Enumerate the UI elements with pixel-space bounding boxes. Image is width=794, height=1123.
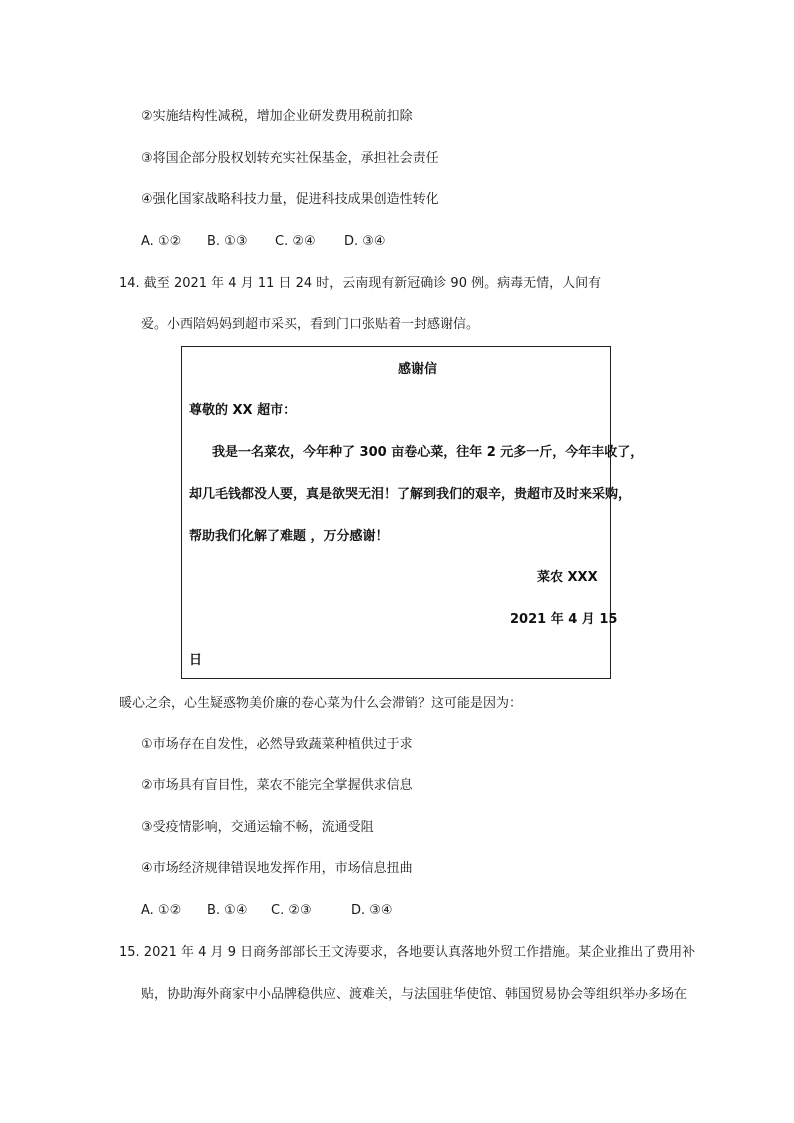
q13-option-c: C. ②④: [275, 234, 316, 249]
q14-option-a: A. ①②: [141, 903, 182, 918]
q14-stem-line-2: 爱。小西陪妈妈到超市采买，看到门口张贴着一封感谢信。: [141, 317, 480, 332]
q14-item-3: ③受疫情影响，交通运输不畅，流通受阻: [141, 820, 374, 835]
q14-option-d: D. ③④: [351, 903, 393, 918]
q14-item-2: ②市场具有盲目性，菜农不能完全掌握供求信息: [141, 778, 413, 793]
letter-body-line-3: 帮助我们化解了难题 ，万分感谢！: [189, 529, 389, 544]
thank-you-letter: [181, 346, 644, 679]
q13-option-d: D. ③④: [344, 234, 386, 249]
q13-item-3: ③将国企部分股权划转充实社保基金，承担社会责任: [141, 151, 439, 166]
letter-salutation: 尊敬的 XX 超市：: [189, 403, 297, 418]
q15-stem-line-2: 贴，协助海外商家中小品牌稳供应、渡难关，与法国驻华使馆、韩国贸易协会等组织举办多场在: [141, 987, 688, 1002]
q15-stem-line-1: 15. 2021 年 4 月 9 日商务部部长王文涛要求，各地要认真落地外贸工作措施。某企业推出了费用补: [119, 945, 696, 960]
letter-signature: 菜农 XXX: [537, 570, 598, 585]
q13-option-a: A. ①②: [141, 234, 182, 249]
letter-body-line-2: 却几毛钱都没人要，真是欲哭无泪！了解到我们的艰辛，贵超市及时来采购，: [189, 487, 632, 502]
letter-date-line-2: 日: [189, 653, 203, 668]
q14-question: 暖心之余，心生疑惑物美价廉的卷心菜为什么会滞销？这可能是因为：: [119, 696, 523, 711]
q14-item-1: ①市场存在自发性，必然导致蔬菜种植供过于求: [141, 737, 413, 752]
q14-option-b: B. ①④: [207, 903, 248, 918]
q13-item-2: ②实施结构性减税，增加企业研发费用税前扣除: [141, 109, 413, 124]
letter-body-line-1: 我是一名菜农，今年种了 300 亩卷心菜，往年 2 元多一斤，今年丰收了，: [212, 445, 644, 460]
q13-item-4: ④强化国家战略科技力量，促进科技成果创造性转化: [141, 192, 439, 207]
q13-option-b: B. ①③: [207, 234, 248, 249]
letter-date-line-1: 2021 年 4 月 15: [510, 612, 618, 627]
q14-item-4: ④市场经济规律错误地发挥作用，市场信息扭曲: [141, 861, 413, 876]
q14-stem-line-1: 14. 截至 2021 年 4 月 11 日 24 时，云南现有新冠确诊 90 例。病毒无情，人间有: [119, 276, 602, 291]
q14-option-c: C. ②③: [271, 903, 312, 918]
letter-title: 感谢信: [398, 362, 438, 377]
